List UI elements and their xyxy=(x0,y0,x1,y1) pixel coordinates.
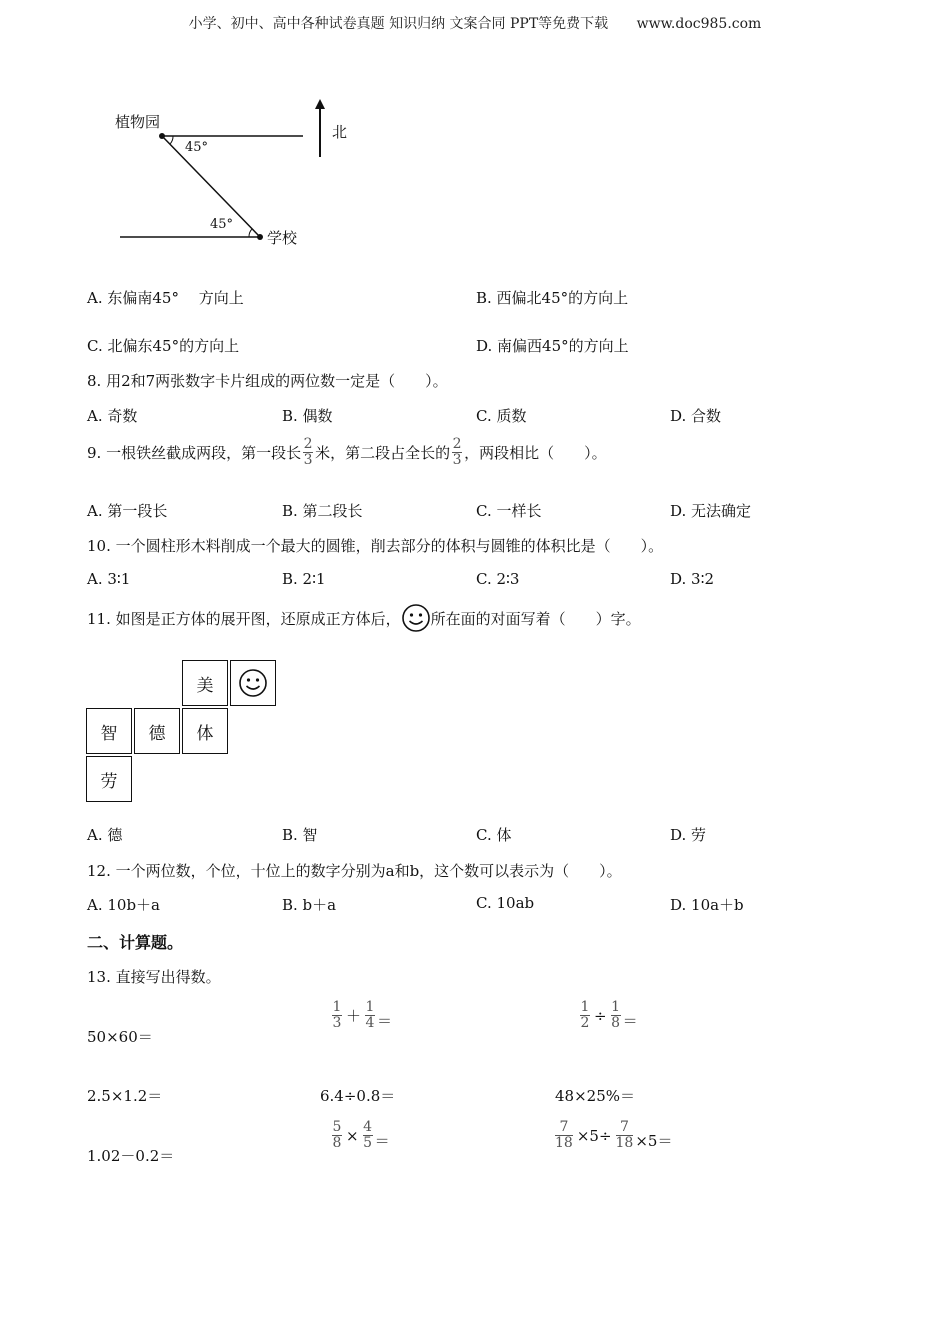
q10-option-b: B. 2∶1 xyxy=(282,570,326,588)
e3-f2-num: 1 xyxy=(611,999,621,1015)
q8-option-c: C. 质数 xyxy=(476,407,527,425)
net-cell-mei: 美 xyxy=(182,660,228,706)
q9-frac2-num: 2 xyxy=(452,436,462,452)
smiley-face-icon xyxy=(401,603,431,633)
calc-e7: 1.02－0.2＝ xyxy=(87,1147,175,1165)
q13-stem: 13. 直接写出得数。 xyxy=(87,968,221,986)
calc-e4: 2.5×1.2＝ xyxy=(87,1087,163,1105)
e8-f2-den: 5 xyxy=(363,1135,373,1151)
net-cell-ti: 体 xyxy=(182,708,228,754)
q9-frac1-den: 3 xyxy=(303,452,313,468)
q8-option-a: A. 奇数 xyxy=(87,407,138,425)
q12-option-a: A. 10b＋a xyxy=(87,896,161,914)
q9-frac2-den: 3 xyxy=(452,452,462,468)
e3-frac1 xyxy=(580,1000,590,1031)
e8-frac2 xyxy=(363,1120,373,1151)
e9-frac1 xyxy=(555,1120,573,1151)
q9-stem xyxy=(87,437,607,468)
label-angle-bottom: 45° xyxy=(210,217,234,232)
q7-option-a: A. 东偏南45° 方向上 xyxy=(87,289,244,307)
e2-f2-den: 4 xyxy=(365,1015,375,1031)
e3-op: ÷ xyxy=(594,1006,607,1025)
q8-stem: 8. 用2和7两张数字卡片组成的两位数一定是（ ）。 xyxy=(87,372,448,390)
smiley-face-icon xyxy=(238,668,268,698)
e2-f1-num: 1 xyxy=(332,999,342,1015)
e9-op2: ×5＝ xyxy=(635,1132,673,1150)
school-point xyxy=(257,234,263,240)
q9-option-c: C. 一样长 xyxy=(476,502,542,520)
e2-op: ＋ xyxy=(346,1007,362,1025)
north-arrow-head xyxy=(315,99,325,109)
e9-f2-num: 7 xyxy=(619,1119,629,1135)
angle-arc-bottom xyxy=(249,229,252,237)
angle-arc-top xyxy=(170,136,173,144)
e8-f1-den: 8 xyxy=(332,1135,342,1151)
q11-option-c: C. 体 xyxy=(476,826,512,844)
calc-e8 xyxy=(330,1120,390,1151)
e2-eq: ＝ xyxy=(377,1012,393,1030)
q8-option-b: B. 偶数 xyxy=(282,407,333,425)
q11-option-d: D. 劳 xyxy=(670,826,707,844)
q12-option-c: C. 10ab xyxy=(476,894,535,912)
e8-op: × xyxy=(346,1126,359,1145)
section-title: 二、计算题。 xyxy=(87,933,184,952)
calc-e2 xyxy=(330,1000,392,1031)
label-north: 北 xyxy=(332,123,348,141)
e9-frac2 xyxy=(616,1120,634,1151)
e9-f1-num: 7 xyxy=(559,1119,569,1135)
q9-stem-c: ，两段相比（ ）。 xyxy=(464,444,607,462)
q11-option-b: B. 智 xyxy=(282,826,318,844)
page-header xyxy=(0,13,950,33)
q12-stem: 12. 一个两位数，个位，十位上的数字分别为a和b，这个数可以表示为（ ）。 xyxy=(87,862,622,880)
header-text: 小学、初中、高中各种试卷真题 知识归纳 文案合同 PPT等免费下载 xyxy=(188,16,609,32)
header-site: www.doc985.com xyxy=(636,16,762,32)
label-angle-top: 45° xyxy=(185,140,209,155)
q10-option-a: A. 3∶1 xyxy=(87,570,131,588)
e2-frac1 xyxy=(332,1000,342,1031)
calc-e9 xyxy=(553,1120,672,1151)
e9-f2-den: 18 xyxy=(615,1135,634,1151)
q9-fraction-2 xyxy=(452,437,462,468)
e2-f1-den: 3 xyxy=(332,1015,342,1031)
q9-option-a: A. 第一段长 xyxy=(87,502,168,520)
e2-frac2 xyxy=(365,1000,375,1031)
e3-f1-num: 1 xyxy=(580,999,590,1015)
q10-stem: 10. 一个圆柱形木料削成一个最大的圆锥，削去部分的体积与圆锥的体积比是（ ）。 xyxy=(87,537,664,555)
q10-option-c: C. 2∶3 xyxy=(476,570,520,588)
q9-frac1-num: 2 xyxy=(303,436,313,452)
label-school: 学校 xyxy=(267,229,298,247)
q9-option-d: D. 无法确定 xyxy=(670,502,752,520)
q9-stem-b: 米，第二段占全长的 xyxy=(315,444,451,462)
q9-option-b: B. 第二段长 xyxy=(282,502,363,520)
q11-stem-b: 所在面的对面写着（ ）字。 xyxy=(430,609,641,628)
net-cell-zhi: 智 xyxy=(86,708,132,754)
e3-frac2 xyxy=(611,1000,621,1031)
e2-f2-num: 1 xyxy=(365,999,375,1015)
q7-option-c: C. 北偏东45°的方向上 xyxy=(87,337,240,355)
q12-option-d: D. 10a＋b xyxy=(670,896,744,914)
net-cell-lao: 劳 xyxy=(86,756,132,802)
label-garden: 植物园 xyxy=(115,113,161,131)
e8-frac1 xyxy=(332,1120,342,1151)
calc-e5: 6.4÷0.8＝ xyxy=(320,1087,396,1105)
net-cell-de: 德 xyxy=(134,708,180,754)
e3-f2-den: 8 xyxy=(611,1015,621,1031)
e9-f1-den: 18 xyxy=(555,1135,573,1151)
e8-f2-num: 4 xyxy=(363,1119,373,1135)
q11-option-a: A. 德 xyxy=(87,826,123,844)
q7-option-d: D. 南偏西45°的方向上 xyxy=(476,337,629,355)
net-cell-smiley xyxy=(230,660,276,706)
q9-fraction-1 xyxy=(303,437,313,468)
q11-stem-a: 11. 如图是正方体的展开图，还原成正方体后， xyxy=(87,609,401,628)
q9-stem-a: 9. 一根铁丝截成两段，第一段长 xyxy=(87,444,302,462)
calc-e6: 48×25%＝ xyxy=(555,1087,635,1105)
q12-option-b: B. b＋a xyxy=(282,896,337,914)
garden-point xyxy=(159,133,165,139)
q11-stem xyxy=(87,603,641,633)
calc-e3 xyxy=(578,1000,638,1031)
e3-f1-den: 2 xyxy=(580,1015,590,1031)
calc-e1: 50×60＝ xyxy=(87,1028,153,1046)
e3-eq: ＝ xyxy=(622,1012,638,1030)
e8-f1-num: 5 xyxy=(332,1119,342,1135)
q8-option-d: D. 合数 xyxy=(670,407,722,425)
e9-op1: ×5÷ xyxy=(576,1126,612,1145)
q7-option-b: B. 西偏北45°的方向上 xyxy=(476,289,629,307)
e8-eq: ＝ xyxy=(374,1132,390,1150)
q10-option-d: D. 3∶2 xyxy=(670,570,715,588)
